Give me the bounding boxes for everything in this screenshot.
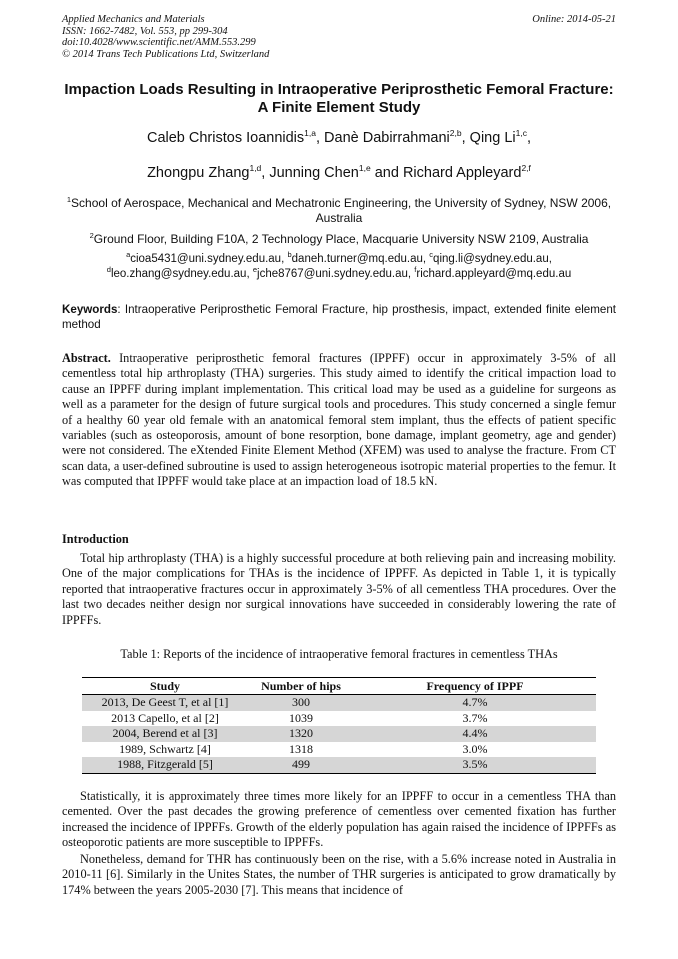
issn-line: ISSN: 1662-7482, Vol. 553, pp 299-304 [62,25,228,37]
table-cell: 2013, De Geest T, et al [1] [82,695,248,711]
email-link[interactable]: leo.zhang@sydney.edu.au, [110,268,250,280]
author-name: Caleb Christos Ioannidis [146,130,305,146]
table-cell: 2013 Capello, et al [2] [111,710,219,725]
email-line-1 [62,252,616,267]
table-cell: 4.4% [354,726,596,742]
table-cell: 3.0% [462,741,488,756]
table-cell: 499 [248,757,354,773]
table-header-cell: Study [82,678,248,695]
author-sup: 1,a [304,128,316,138]
intro-paragraph-3: Nonetheless, demand for THR has continuously been on the rise, with a 5.6% increase noted in Australia in 2010-11 [6]. Similarly in the Unites States, the number of THR surgeries is anticipated to grow dramatically by 174% between the years 2005-2030 [7]. This means that incidence of [62,852,616,897]
affiliation-1 [62,196,616,226]
email-link[interactable]: qing.li@sydney.edu.au, [433,253,552,265]
author-name: Zhongpu Zhang [147,165,250,181]
table-row [82,742,596,758]
table-header-row [82,678,596,695]
email-line-2 [62,267,616,282]
table-cell: 1318 [289,741,313,756]
abstract [62,351,616,490]
intro-paragraph-1: Total hip arthroplasty (THA) is a highly successful procedure at both relieving pain and increasing mobility. One of the major complications for THAs is the incidence of IPPFF. As depicted in Table 1, it is typically reported that intraoperative fractures occur in approximately 3-5% of all cementless THA procedures. Over the last two decades neither design nor surgical innovations have succeeded in considerably lowering the rate of IPPFFs. [62,551,616,627]
paper-title: Impaction Loads Resulting in Intraoperative Periprosthetic Femoral Fracture: A Finite Element Study [64,81,614,116]
table-cell: 1320 [248,726,354,742]
online-date: Online: 2014-05-21 [532,14,616,25]
intro-paragraph-2: Statistically, it is approximately three times more likely for an IPPFF to occur in a cementless THA than cemented. Over the past decades the growing preference of cementless over cemented fixation has further increased the incidence of IPPFFs. Growth of the elderly population has again raised the incidence of IPPFFs as osteoporotic patients are more susceptible to IPPFFs. [62,789,616,850]
table-cell: 1039 [289,710,313,725]
affiliation-2 [62,232,616,247]
author-name: Qing Li [469,130,516,146]
email-sup: d [106,265,111,274]
table-cell: 3.5% [354,757,596,773]
table-cell: 4.7% [354,695,596,711]
author-sup: 2,f [521,163,531,173]
keywords-text: : Intraoperative Periprosthetic Femoral Fracture, hip prosthesis, impact, extended finite element method [62,303,616,331]
keywords [62,303,616,332]
affiliation-sup: 1 [66,195,72,204]
author-name: Junning Chen [269,165,359,181]
affiliation-text: School of Aerospace, Mechanical and Mechatronic Engineering, the University of Sydney, NSW 2006, Australia [71,196,612,225]
author-and: and [374,165,399,181]
table-header-cell: Number of hips [248,678,354,695]
table-cell: 1989, Schwartz [4] [119,741,211,756]
email-sup: a [126,250,131,259]
affiliation-text: Ground Floor, Building F10A, 2 Technology Place, Macquarie University NSW 2109, Australia [93,232,589,246]
section-heading-introduction: Introduction [62,532,129,546]
author-line-1: Caleb Christos Ioannidis$^{1,a}$, Danè Dabirrahmani$^{2,b}$, Qing Li$^{1,c}$, [146,128,531,146]
table-caption: Table 1: Reports of the incidence of intraoperative femoral fractures in cementless THAs [120,647,558,661]
journal-name: Applied Mechanics and Materials [62,14,205,25]
author-sup: 2,b [449,128,462,138]
abstract-label: Abstract. [62,351,111,365]
email-sup: e [252,265,258,274]
email-sup: f [414,265,417,274]
author-name: Danè Dabirrahmani [324,130,450,146]
table-cell: 2004, Berend et al [3] [82,726,248,742]
keywords-label: Keywords [62,303,118,316]
copyright-line: © 2014 Trans Tech Publications Ltd, Switzerland [62,48,270,60]
table-row [82,726,596,742]
table-header-cell: Frequency of IPPF [354,678,596,695]
author-sup: 1,e [358,163,371,173]
table-row [82,711,596,727]
email-link[interactable]: cioa5431@uni.sydney.edu.au, [130,253,285,265]
abstract-text: Intraoperative periprosthetic femoral fractures (IPPFF) occur in approximately 3-5% of all cementless total hip arthroplasty (THA) surgeries. This study aimed to identify the critical impaction load to cause an IPPFF during implant implementation. This critical load may be used as a guideline for surgeons as well as a parameter for the design of future surgical tools and procedures. This study concerned a single femur of a healthy 60 year old female with an anatomical femoral stem implant, thus the effects of patient specific variables (such as osteoporosis, amount of bone resorption, bone damage, implant geometry, age and gender) were not considered. The eXtended Finite Element Method (XFEM) was used to analyse the fracture. From CT scan data, a user-defined subroutine is used to assign heterogeneous isotropic material properties to the femur. It was computed that IPPFF would take place at an impaction load of 18.5 kN. [62,351,616,489]
author-name: Richard Appleyard [402,165,522,181]
author-line-2: Zhongpu Zhang$^{1,d}$, Junning Chen$^{1,e}$ and Richard Appleyard$^{2,f}$ [147,163,531,181]
email-sup: b [287,250,292,259]
affiliation-sup: 2 [89,231,94,240]
table-cell: 3.7% [462,710,488,725]
email-link[interactable]: daneh.turner@mq.edu.au, [291,253,427,265]
table-cell: 300 [248,695,354,711]
email-link[interactable]: jche8767@uni.sydney.edu.au, [257,268,412,280]
table-row [82,757,596,773]
email-link[interactable]: richard.appleyard@mq.edu.au [416,268,572,280]
table-row [82,695,596,711]
email-sup: c [429,250,434,259]
table-cell: 1988, Fitzgerald [5] [82,757,248,773]
doi-line: doi:10.4028/www.scientific.net/AMM.553.299 [62,37,256,48]
table-1 [82,677,596,774]
author-sup: 1,d [249,163,262,173]
author-sup: 1,c [515,128,527,138]
journal-header [62,14,616,60]
